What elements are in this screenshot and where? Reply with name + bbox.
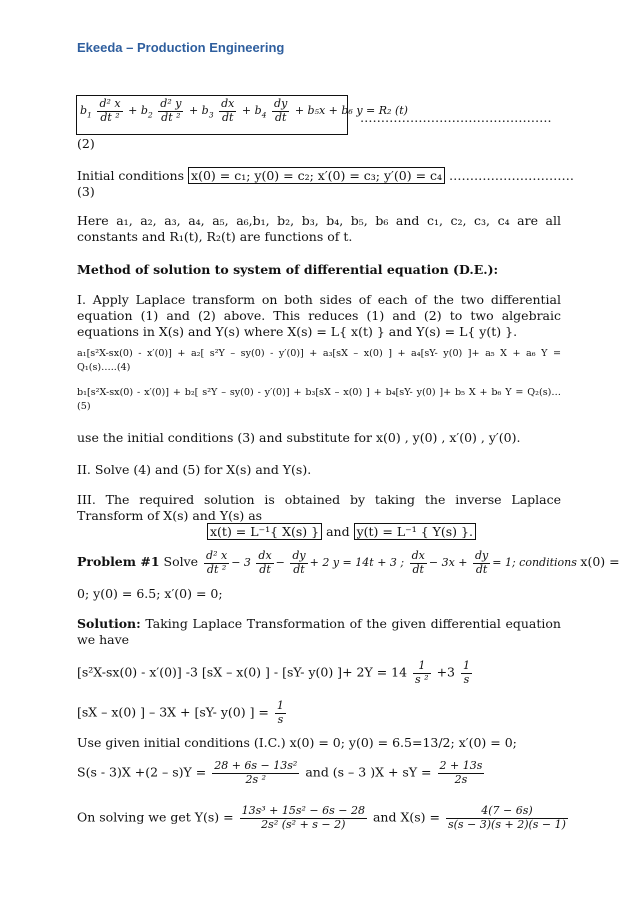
equation-5-line-2: (5): [77, 401, 91, 412]
equation-2-number: (2): [77, 136, 95, 151]
step-1-line-2: equation (1) and (2) above. This reduces (1) and (2) to two algebraic: [77, 308, 561, 323]
given-initial-conditions: Use given initial conditions (I.C.) x(0) = 0; y(0) = 6.5=13/2; x′(0) = 0;: [77, 735, 517, 750]
constants-line-2: constants and R₁(t), R₂(t) are functions of t.: [77, 229, 353, 244]
equation-4-line-1: a₁[s²X-sx(0) - x′(0)] + a₂[ s²Y – sy(0) - y′(0)] + a₃[sX – x(0) ] + a₄[sY- y(0) ]+ a₅ X + a₆ Y =: [77, 348, 561, 359]
equation-2: $b_1$ $\frac{\text{d² x}}{\text{dt ²}}$ + $b_2$ $\frac{\text{d² y}}{\text{dt ²}}$ + $b_3$ $\frac{dx}{dt}$ + $b_4$ $\frac{dy}{dt}$ + b₅x + b₆ y = R₂ (t): [80, 97, 408, 124]
substituted-equations: S(s - 3)X +(2 – s)Y = $\frac{\text{28 + 6s − 13s²}}{\text{2s ²}}$ and (s – 3 )X + sY = $\frac{2 + 13s}{2s}$: [77, 759, 483, 786]
step-3-line-2: Transform of X(s) and Y(s) as: [77, 508, 263, 523]
step-1-line-3: equations in X(s) and Y(s) where X(s) = L{ x(t) } and Y(s) = L{ y(t) }.: [77, 324, 518, 339]
use-initial-conditions: use the initial conditions (3) and substitute for x(0) , y(0) , x′(0) , y′(0).: [77, 430, 521, 445]
initial-conditions-number: (3): [77, 184, 95, 199]
equation-2-dots: ……………………………………….: [360, 110, 552, 125]
page-header: Ekeeda – Production Engineering: [77, 40, 285, 55]
constants-line-1: Here a₁, a₂, a₃, a₄, a₅, a₆,b₁, b₂, b₃, b₄, b₅, b₆ and c₁, c₂, c₃, c₄ are all: [77, 213, 561, 228]
step-3-line-1: III. The required solution is obtained by taking the inverse Laplace: [77, 492, 561, 507]
step-1-line-1: I. Apply Laplace transform on both sides of each of the two differential: [77, 292, 561, 307]
inverse-transform-line: x(t) = L⁻¹{ X(s) } and y(t) = L⁻¹ { Y(s) }.: [207, 524, 476, 539]
equation-4-line-2: Q₁(s)…..(4): [77, 362, 131, 373]
solution-line-2: we have: [77, 632, 130, 647]
transformed-equation-1: [s²X-sx(0) - x′(0)] -3 [sX – x(0) ] - [sY- y(0) ]+ 2Y = 14 $\frac{1}{\text{s ²}}$ +3 $\frac{1}{s}$: [77, 659, 470, 686]
problem-1: Problem #1 Solve $\frac{\text{d² x}}{\text{dt ²}}$ − 3 $\frac{dx}{dt}$ − $\frac{dy}{dt}$ + 2 y = 14t + 3 ; $\frac{dx}{dt}$ − 3x + $\frac{dy}{dt}$ = 1; conditions x(0) =: [77, 549, 620, 576]
problem-1-conditions: 0; y(0) = 6.5; x′(0) = 0;: [77, 586, 223, 601]
method-heading: Method of solution to system of differential equation (D.E.):: [77, 262, 499, 277]
step-2: II. Solve (4) and (5) for X(s) and Y(s).: [77, 462, 312, 477]
initial-conditions-line: Initial conditions x(0) = c₁; y(0) = c₂; x′(0) = c₃; y′(0) = c₄ …………………………: [77, 168, 575, 183]
transformed-equation-2: [sX – x(0) ] – 3X + [sY- y(0) ] = $\frac{1}{s}$: [77, 699, 284, 726]
solution-line-1: Solution: Taking Laplace Transformation of the given differential equation: [77, 616, 561, 631]
equation-5-line-1: b₁[s²X-sx(0) - x′(0)] + b₂[ s²Y – sy(0) - y′(0)] + b₃[sX – x(0) ] + b₄[sY- y(0) ]+ b₅ X + b₆ Y = Q₂(s)…: [77, 387, 561, 398]
solved-transforms: On solving we get Y(s) = $\frac{\text{13s³ + 15s² − 6s − 28}}{\text{2s² (s² + s − 2)}}$ and X(s) = $\frac{4(7 - 6s)}{s(s - 3)(s + 2)(s - 1)}$: [77, 804, 566, 831]
